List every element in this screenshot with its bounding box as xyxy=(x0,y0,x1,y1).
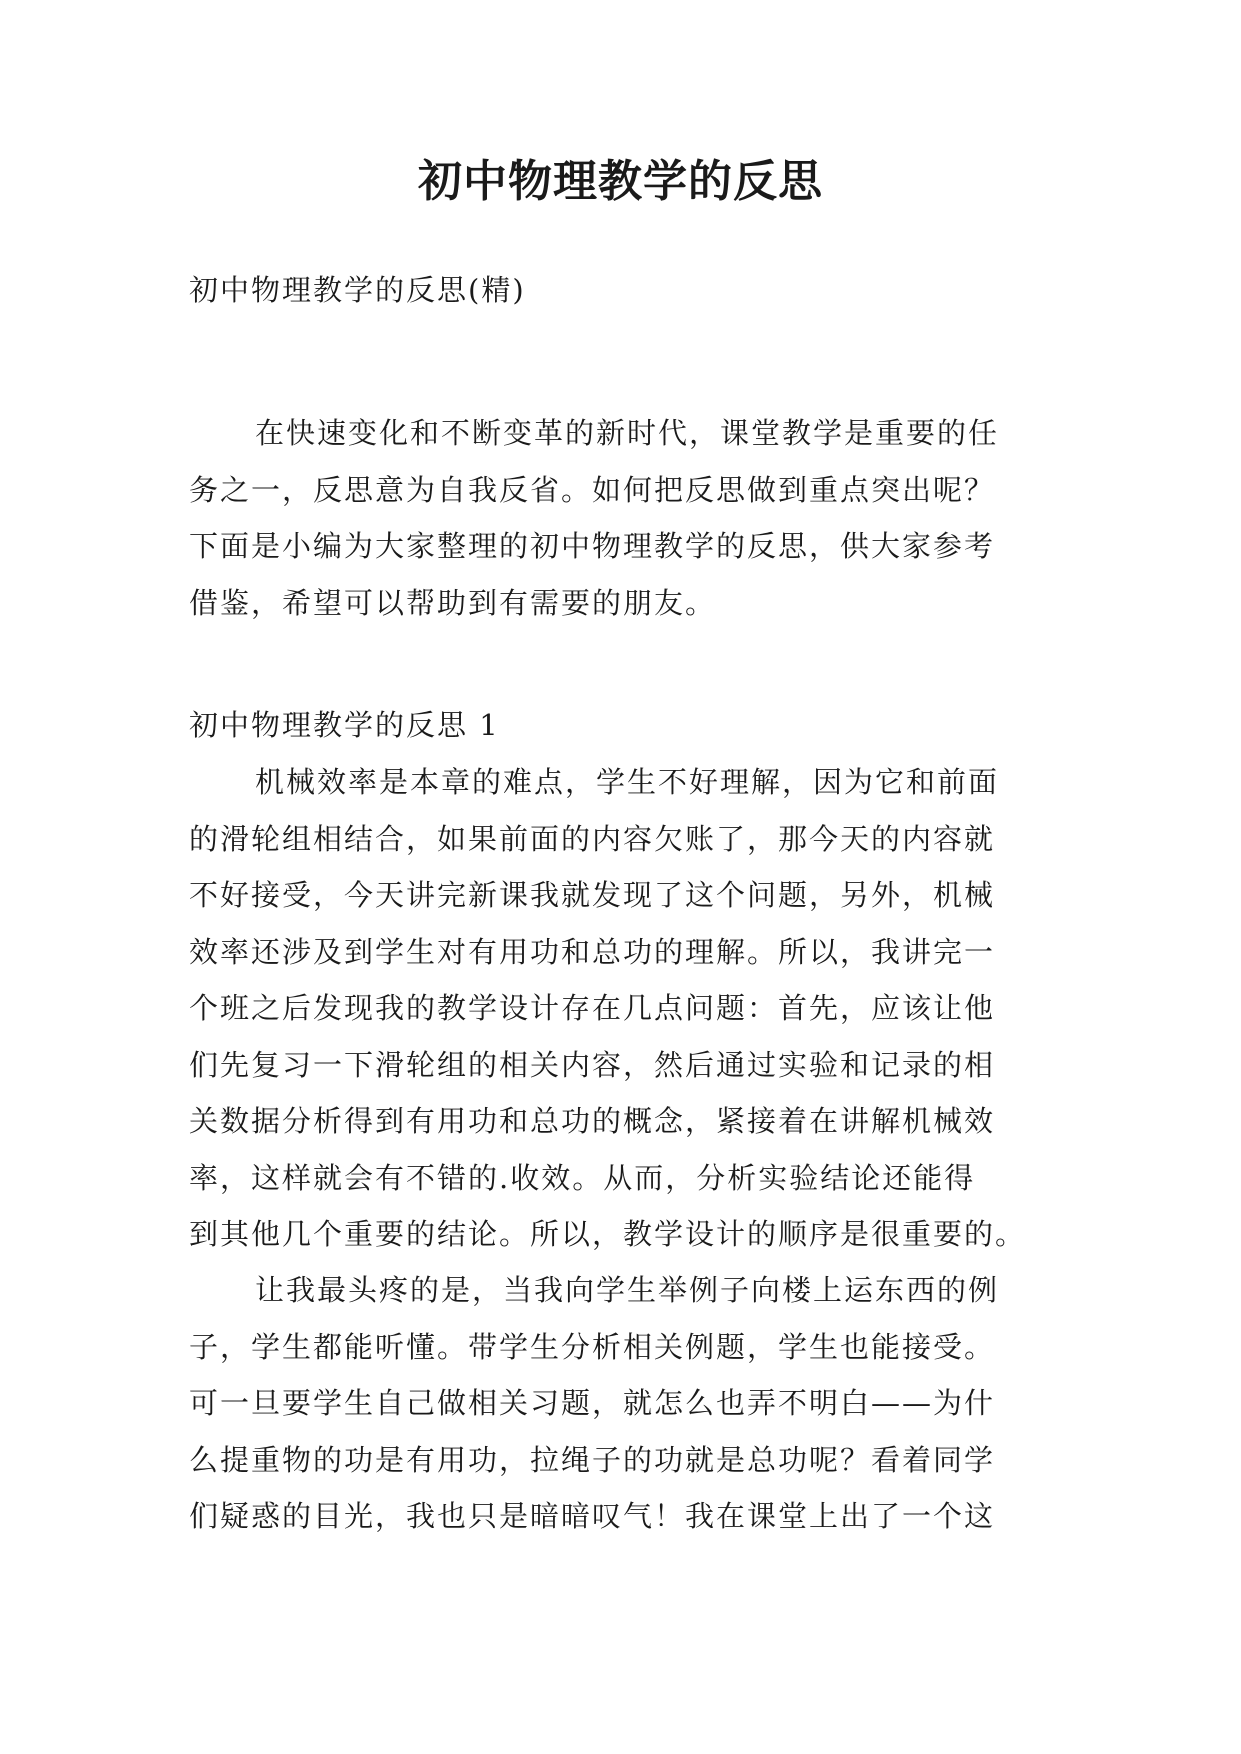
document-title: 初中物理教学的反思 xyxy=(418,156,823,207)
intro-line: 下面是小编为大家整理的初中物理教学的反思，供大家参考 xyxy=(189,529,996,563)
paragraph-line: 的滑轮组相结合，如果前面的内容欠账了，那今天的内容就 xyxy=(189,821,996,856)
paragraph-line: 们疑惑的目光，我也只是暗暗叹气！我在课堂上出了一个这 xyxy=(189,1499,996,1533)
paragraph-line: 子，学生都能听懂。带学生分析相关例题，学生也能接受。 xyxy=(189,1329,996,1364)
body-paragraph-2 xyxy=(189,1262,1059,1545)
paragraph-line: 们先复习一下滑轮组的相关内容，然后通过实验和记录的相 xyxy=(189,1047,996,1082)
body-paragraph-1 xyxy=(189,754,1059,1263)
paragraph-line: 么提重物的功是有用功，拉绳子的功就是总功呢？看着同学 xyxy=(189,1442,996,1477)
paragraph-line: 机械效率是本章的难点，学生不好理解，因为它和前面 xyxy=(255,765,1000,799)
paragraph-line: 个班之后发现我的教学设计存在几点问题：首先，应该让他 xyxy=(189,991,996,1025)
intro-line: 务之一，反思意为自我反省。如何把反思做到重点突出呢？ xyxy=(189,472,996,507)
section-heading: 初中物理教学的反思 1 xyxy=(189,708,500,742)
paragraph-line: 率，这样就会有不错的.收效。从而，分析实验结论还能得 xyxy=(189,1160,976,1195)
paragraph-line: 可一旦要学生自己做相关习题，就怎么也弄不明白——为什 xyxy=(189,1386,996,1420)
paragraph-line: 关数据分析得到有用功和总功的概念，紧接着在讲解机械效 xyxy=(189,1104,996,1138)
intro-line: 在快速变化和不断变革的新时代，课堂教学是重要的任 xyxy=(255,416,1000,450)
intro-paragraph xyxy=(189,405,1059,631)
document-subtitle: 初中物理教学的反思(精) xyxy=(189,273,526,307)
paragraph-line: 让我最头疼的是，当我向学生举例子向楼上运东西的例 xyxy=(255,1273,1000,1307)
paragraph-line: 到其他几个重要的结论。所以，教学设计的顺序是很重要的。 xyxy=(189,1217,1027,1251)
intro-line: 借鉴，希望可以帮助到有需要的朋友。 xyxy=(189,585,717,620)
paragraph-line: 效率还涉及到学生对有用功和总功的理解。所以，我讲完一 xyxy=(189,934,996,969)
paragraph-line: 不好接受，今天讲完新课我就发现了这个问题，另外，机械 xyxy=(189,878,996,912)
